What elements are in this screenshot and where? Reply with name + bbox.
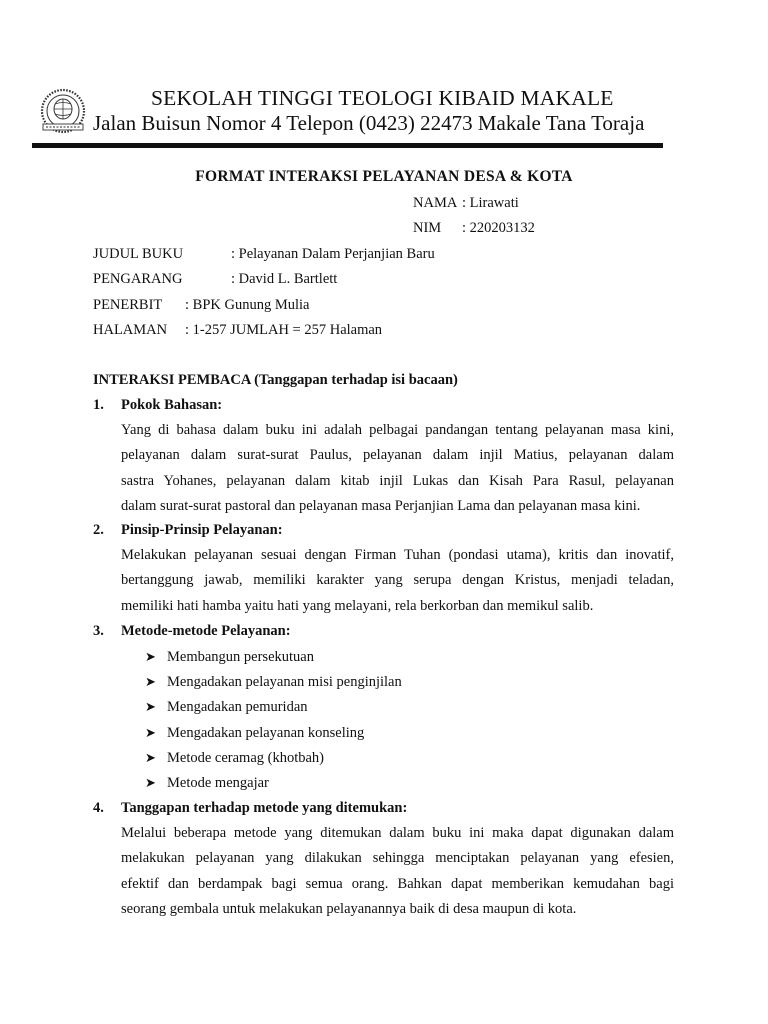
- arrowhead-bullet-icon: ➤: [145, 674, 156, 690]
- section-2-paragraph: [121, 543, 674, 619]
- paragraph-line: dalam surat-surat pastoral dan pelayanan masa Perjanjian Lama dan pelayanan masa kini.: [121, 497, 641, 514]
- name-label: NAMA: [413, 195, 458, 211]
- section-3-title: Metode-metode Pelayanan:: [121, 623, 291, 639]
- penerbit-value: : BPK Gunung Mulia: [185, 297, 310, 313]
- list-item: ➤ Mengadakan pelayanan misi penginjilan: [145, 674, 402, 691]
- section-4-heading: [93, 800, 407, 817]
- section-1-paragraph: [121, 418, 674, 519]
- paragraph-line: sastra Yohanes, pelayanan dalam kitab injil Lukas dan Kisah Para Rasul, pelayanan: [121, 472, 674, 489]
- halaman-value: : 1-257 JUMLAH = 257 Halaman: [185, 322, 383, 338]
- nim-label: NIM: [413, 220, 442, 236]
- section-4-number: 4.: [93, 800, 104, 816]
- pengarang-value: : David L. Bartlett: [231, 271, 338, 287]
- halaman-label: HALAMAN: [93, 322, 168, 338]
- header-divider: [32, 143, 663, 148]
- interaksi-heading: INTERAKSI PEMBACA (Tanggapan terhadap isi bacaan): [93, 372, 458, 388]
- penerbit-label: PENERBIT: [93, 297, 163, 313]
- nim-value: : 220203132: [462, 220, 535, 236]
- section-2-title: Pinsip-Prinsip Pelayanan:: [121, 522, 283, 538]
- list-item: ➤ Mengadakan pelayanan konseling: [145, 724, 365, 741]
- arrowhead-bullet-icon: ➤: [145, 774, 156, 790]
- name-value: : Lirawati: [462, 195, 519, 211]
- list-item: ➤ Metode ceramag (khotbah): [145, 749, 325, 766]
- section-1-heading: [93, 397, 222, 414]
- section-3-heading: [93, 623, 291, 640]
- paragraph-line: efektif dan berdampak bagi semua orang. Bahkan dapat memberikan kemudahan bagi: [121, 875, 674, 892]
- section-2-number: 2.: [93, 522, 104, 538]
- section-4-title: Tanggapan terhadap metode yang ditemukan:: [121, 800, 408, 816]
- paragraph-line: Yang di bahasa dalam buku ini adalah pelbagai pandangan tentang pelayanan masa kini,: [121, 422, 674, 438]
- list-item: ➤ Mengadakan pemuridan: [145, 699, 308, 716]
- arrowhead-bullet-icon: ➤: [145, 749, 156, 765]
- section-1-title: Pokok Bahasan:: [121, 397, 223, 413]
- arrowhead-bullet-icon: ➤: [145, 699, 156, 715]
- methods-list: [145, 647, 402, 798]
- paragraph-line: Melalui beberapa metode yang ditemukan dalam buku ini maka dapat digunakan dalam: [121, 825, 674, 841]
- document-title: FORMAT INTERAKSI PELAYANAN DESA & KOTA: [195, 168, 573, 185]
- section-3-number: 3.: [93, 623, 104, 639]
- seal-icon: [37, 88, 89, 136]
- section-4-paragraph: [121, 821, 674, 922]
- judul-buku-value: : Pelayanan Dalam Perjanjian Baru: [231, 246, 435, 262]
- paragraph-line: Melakukan pelayanan sesuai dengan Firman Tuhan (pondasi utama), kritis dan inovatif,: [121, 547, 674, 563]
- paragraph-line: pelayanan dalam surat-surat Paulus, pelayanan dalam injil Matius, pelayanan dalam: [121, 447, 674, 464]
- pengarang-label: PENGARANG: [93, 271, 183, 287]
- arrowhead-bullet-icon: ➤: [145, 649, 156, 664]
- paragraph-line: seorang gembala untuk melakukan pelayanannya baik di desa maupun di kota.: [121, 900, 577, 917]
- judul-buku-label: JUDUL BUKU: [93, 246, 184, 262]
- section-2-heading: [93, 522, 283, 539]
- list-item: ➤ Metode mengajar: [145, 774, 269, 791]
- paragraph-line: memiliki hati hamba yaitu hati yang melayani, rela berkorban dan memikul salib.: [121, 597, 594, 614]
- section-1-number: 1.: [93, 397, 104, 413]
- institution-address: Jalan Buisun Nomor 4 Telepon (0423) 22473 Makale Tana Toraja: [93, 111, 645, 135]
- institution-name: SEKOLAH TINGGI TEOLOGI KIBAID MAKALE: [151, 86, 614, 110]
- list-item: ➤ Membangun persekutuan: [145, 649, 314, 665]
- arrowhead-bullet-icon: ➤: [145, 724, 156, 740]
- paragraph-line: bertanggung jawab, memiliki karakter yang serupa dengan Kristus, menjadi teladan,: [121, 572, 674, 589]
- paragraph-line: melakukan pelayanan yang dilakukan sehingga menciptakan pelayanan yang efesien,: [121, 850, 674, 867]
